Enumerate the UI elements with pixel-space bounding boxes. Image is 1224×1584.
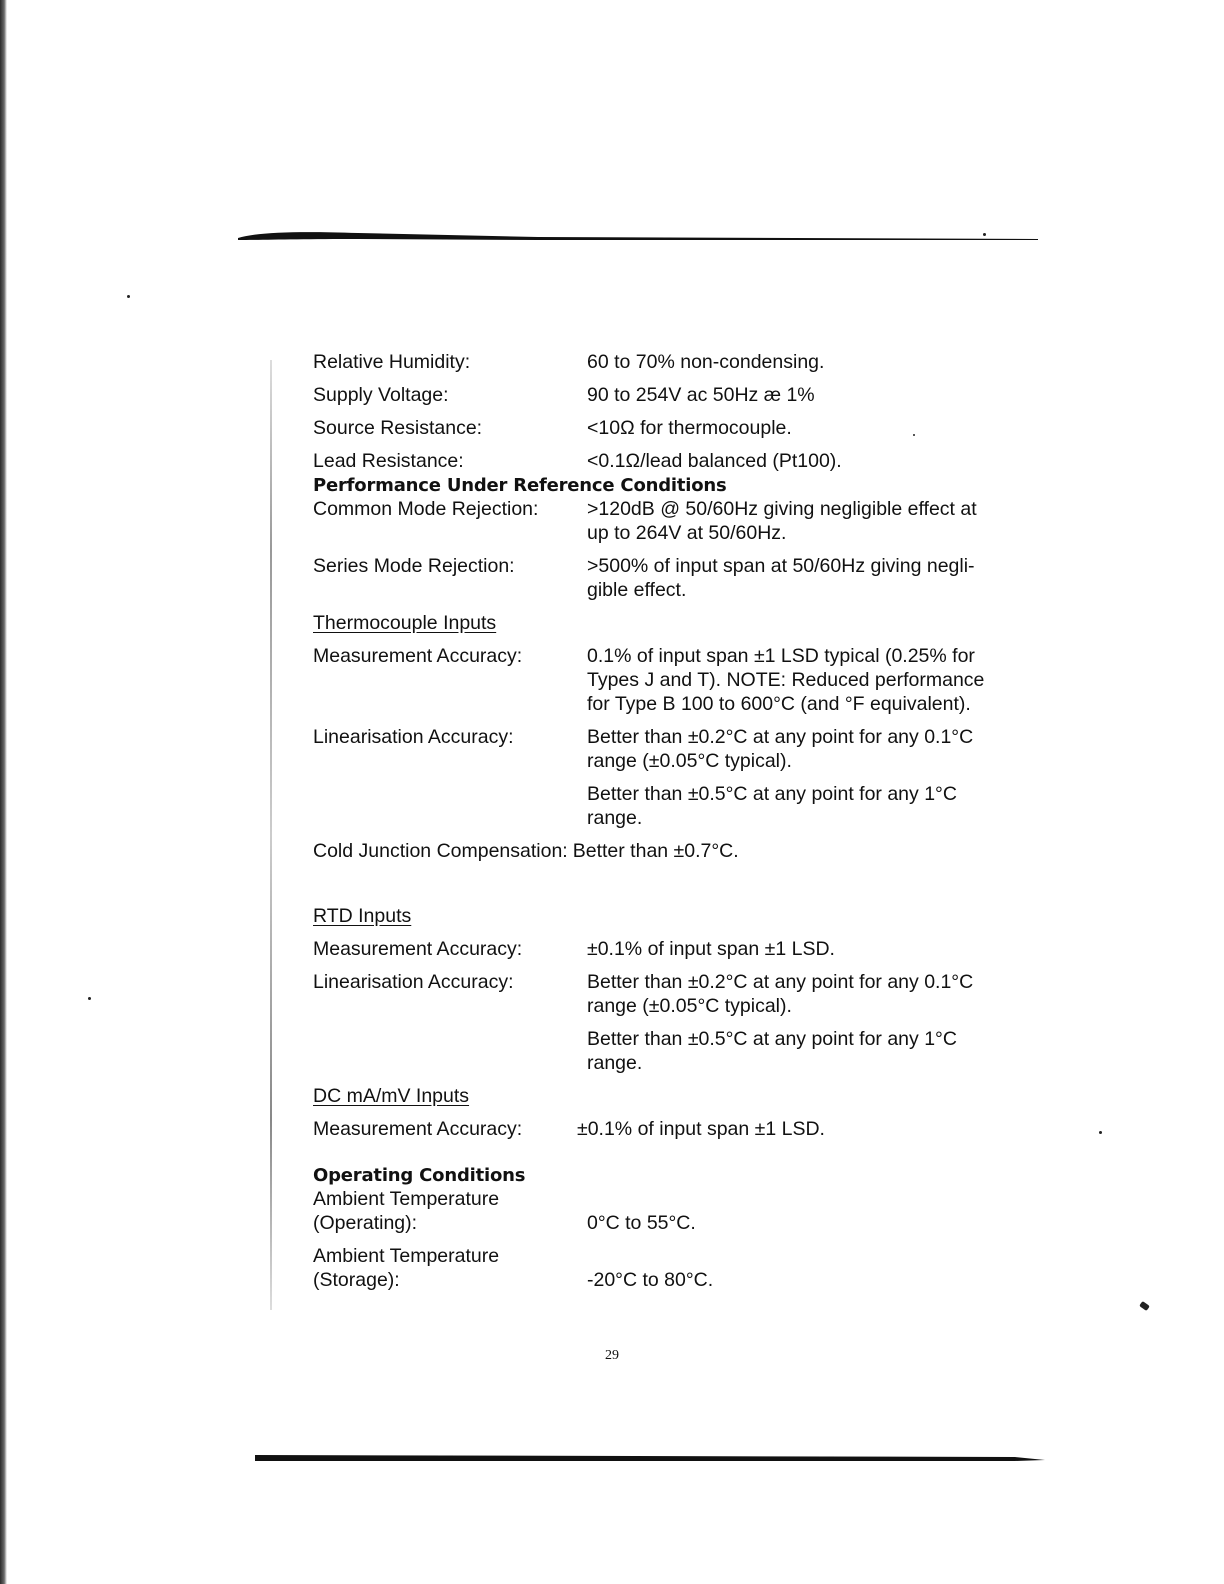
spec-label: Linearisation Accuracy: [313, 726, 514, 748]
spec-value-line: up to 264V at 50/60Hz. [587, 522, 787, 544]
spec-value-line: Types J and T). NOTE: Reduced performance [587, 669, 985, 691]
top-rule [238, 228, 1038, 242]
subsection-heading-thermocouple: Thermocouple Inputs [313, 612, 497, 634]
spec-row-tc-measurement-accuracy [313, 644, 1033, 716]
spec-value [587, 644, 1033, 716]
scan-speck [983, 233, 986, 236]
scan-edge-shadow [0, 0, 7, 1584]
spec-value: 60 to 70% non-condensing. [587, 351, 825, 373]
spec-label: Relative Humidity: [313, 351, 471, 373]
spec-value-line: range. [587, 1052, 643, 1074]
spec-label: Measurement Accuracy: [313, 645, 523, 667]
spec-value: ±0.1% of input span ±1 LSD. [587, 938, 835, 960]
spec-value: 90 to 254V ac 50Hz æ 1% [587, 384, 815, 406]
spec-value: Better than ±0.7°C. [572, 840, 739, 862]
spec-value-line: gible effect. [587, 579, 687, 601]
spec-row-relative-humidity [313, 350, 1033, 374]
spec-value [587, 725, 1033, 830]
spec-label-line: (Storage): [313, 1269, 400, 1291]
spec-label-line: (Operating): [313, 1212, 418, 1234]
scan-margin-line [270, 360, 272, 1310]
spec-row-rtd-linearisation-accuracy [313, 970, 1033, 1075]
spec-label: Source Resistance: [313, 417, 483, 439]
page-number: 29 [605, 1348, 619, 1363]
spec-row-rtd-measurement-accuracy [313, 937, 1033, 961]
spec-value-line: range (±0.05°C typical). [587, 995, 792, 1017]
spec-value-line: >500% of input span at 50/60Hz giving negli- [587, 555, 975, 577]
spec-value-line: Better than ±0.5°C at any point for any 1°C [587, 783, 957, 805]
spec-value [587, 970, 1033, 1075]
spec-value-line: Better than ±0.2°C at any point for any 0.1°C [587, 726, 974, 748]
spec-label: Measurement Accuracy: [313, 938, 523, 960]
scan-speck [88, 997, 91, 1000]
spec-label: Lead Resistance: [313, 450, 464, 472]
spec-value: -20°C to 80°C. [587, 1269, 714, 1291]
spec-row-supply-voltage [313, 383, 1033, 407]
spec-row-ambient-operating [313, 1187, 1033, 1235]
spec-value: 0°C to 55°C. [587, 1212, 696, 1234]
scan-speck [1099, 1131, 1102, 1134]
spec-label: Common Mode Rejection: [313, 498, 539, 520]
spec-row-tc-linearisation-accuracy [313, 725, 1033, 830]
spec-value: ±0.1% of input span ±1 LSD. [577, 1118, 825, 1140]
section-heading-performance: Performance Under Reference Conditions [313, 475, 727, 496]
spec-row-common-mode-rejection [313, 497, 1033, 545]
scan-speck [127, 295, 130, 298]
spec-row-series-mode-rejection [313, 554, 1033, 602]
spec-label: Measurement Accuracy: [313, 1118, 523, 1140]
spec-value [587, 554, 1033, 602]
spec-row-dc-measurement-accuracy [313, 1117, 1033, 1141]
spec-value-line: Better than ±0.5°C at any point for any 1°C [587, 1028, 957, 1050]
spec-value-line: >120dB @ 50/60Hz giving negligible effect at [587, 498, 977, 520]
spec-value [587, 497, 1033, 545]
spec-label [313, 1244, 587, 1292]
spec-row-lead-resistance [313, 449, 1033, 473]
spec-row-cold-junction-compensation [313, 839, 1033, 863]
spec-label: Supply Voltage: [313, 384, 449, 406]
scan-speck [1139, 1301, 1150, 1311]
spec-label [313, 1187, 587, 1235]
spec-value-line: 0.1% of input span ±1 LSD typical (0.25% for [587, 645, 975, 667]
spec-content [313, 350, 1033, 1292]
spec-row-source-resistance [313, 416, 1033, 440]
spec-value: <10Ω for thermocouple. [587, 417, 792, 439]
subsection-heading-dc-inputs: DC mA/mV Inputs [313, 1085, 470, 1107]
spec-label-line: Ambient Temperature [313, 1245, 500, 1267]
spec-label: Linearisation Accuracy: [313, 971, 514, 993]
spec-label: Series Mode Rejection: [313, 555, 515, 577]
spec-value-line: for Type B 100 to 600°C (and °F equivalent). [587, 693, 971, 715]
spec-label: Cold Junction Compensation: [313, 840, 568, 862]
section-heading-operating: Operating Conditions [313, 1165, 526, 1186]
bottom-rule [255, 1452, 1045, 1464]
spec-value: <0.1Ω/lead balanced (Pt100). [587, 450, 842, 472]
subsection-heading-rtd: RTD Inputs [313, 905, 412, 927]
spec-value-line: range. [587, 807, 643, 829]
spec-row-ambient-storage [313, 1244, 1033, 1292]
spec-value-line: Better than ±0.2°C at any point for any 0.1°C [587, 971, 974, 993]
spec-label-line: Ambient Temperature [313, 1188, 500, 1210]
spec-value-line: range (±0.05°C typical). [587, 750, 792, 772]
